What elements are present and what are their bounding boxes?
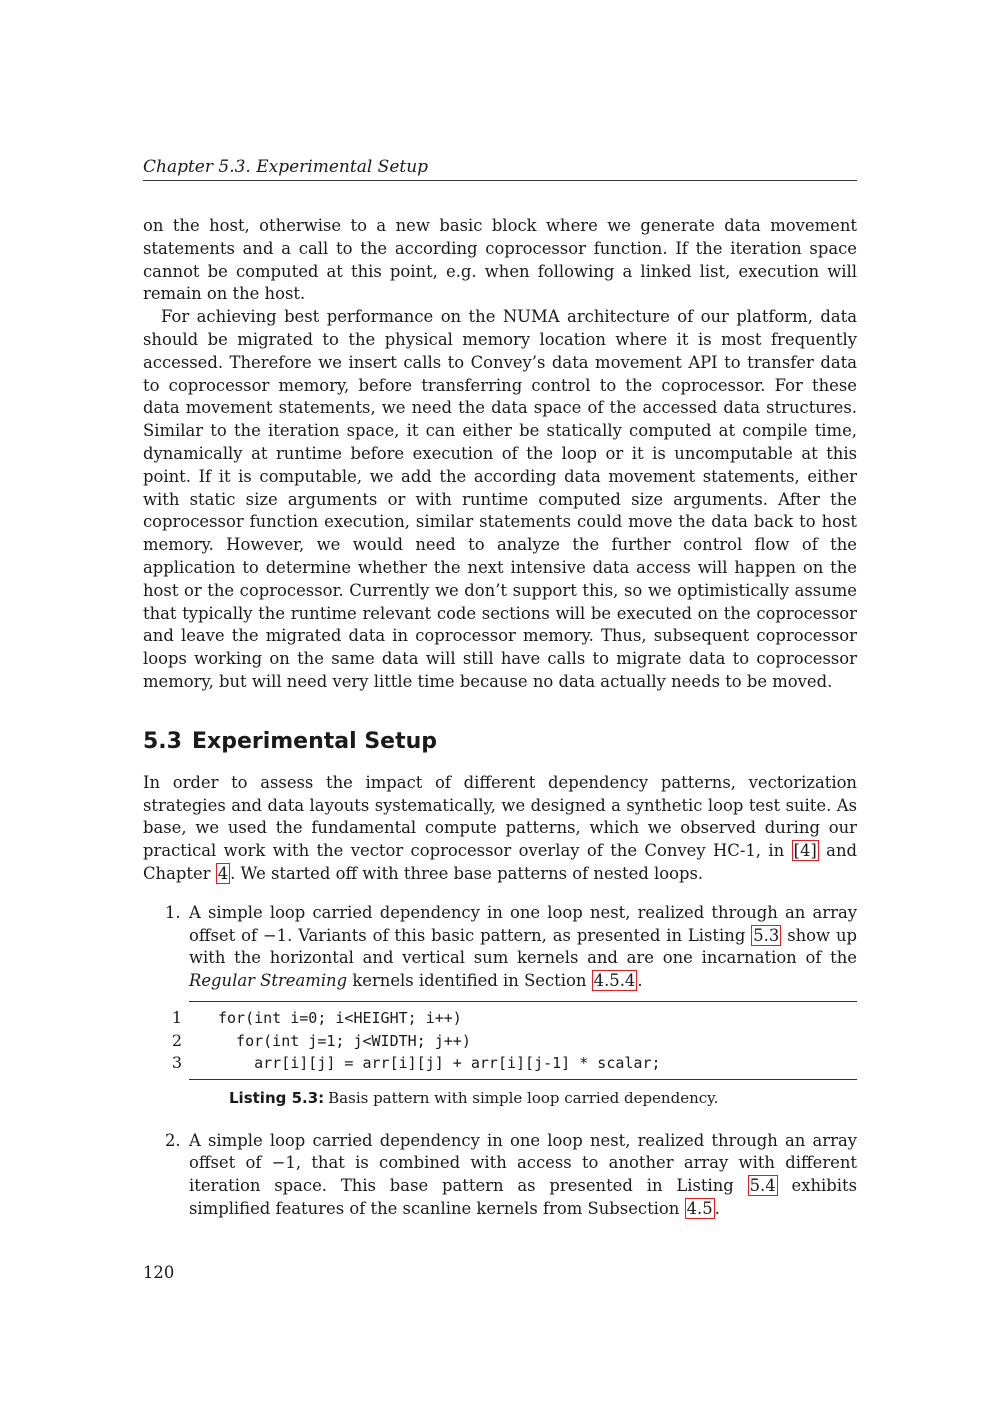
list-item-number: 2. — [165, 1130, 181, 1150]
section-heading — [143, 728, 857, 756]
code-line: 1 for(int i=0; i<HEIGHT; i++) — [189, 1007, 857, 1030]
body-text — [143, 215, 857, 1235]
listing-link-5-3[interactable]: 5.3 — [753, 925, 780, 945]
caption-label: Listing 5.3: — [229, 1088, 325, 1107]
line-number: 2 — [171, 1030, 182, 1050]
line-number: 3 — [171, 1053, 182, 1073]
intro-paragraph-2: For achieving best performance on the NUMA architecture of our platform, data should be migrated to the physical memory location where it is most frequently accessed. Therefore we insert calls to Convey’s data movement API to transfer data to coprocessor memory, before transferring control to the coprocessor. For these data movement statements, we need the data space of the accessed data structures. Similar to the iteration space, it can either be statically computed at compile time, dynamically at runtime before execution of the loop or it is uncomputable at this point. If it is computable, we add the according data movement statements, either with static size arguments or with runtime computed size arguments. After the coprocessor function execution, similar statements could move the data back to host memory. However, we would need to analyze the further control flow of the application to determine whether the next intensive data access will happen on the host or the coprocessor. Currently we don’t support this, so we optimistically assume that typically the runtime relevant code sections will be executed on the coprocessor and leave the migrated data in coprocessor memory. Thus, subsequent coprocessor loops working on the same data will still have calls to migrate data to coprocessor memory, but will need very little time because no data actually needs to be moved. — [143, 307, 857, 691]
section-number: 5.3 — [143, 728, 182, 754]
line-number: 1 — [171, 1007, 182, 1027]
code-listing — [171, 1001, 857, 1080]
page-number: 120 — [143, 1263, 175, 1282]
pattern-list — [143, 902, 857, 1221]
code-line: 2 for(int j=1; j<WIDTH; j++) — [189, 1030, 857, 1053]
section-paragraph-1: In order to assess the impact of different dependency patterns, vectorization strategies and data layouts systematically, we designed a synthetic loop test suite. As base, we used the fundamental compute patterns, which we observed during our practical work with the vector coprocessor overlay of the Convey HC-1, in [4] and Chapter 4 . We started off with three base patterns of nested loops. — [143, 772, 857, 883]
caption-text: Basis pattern with simple loop carried dependency. — [328, 1088, 719, 1107]
citation-link-4[interactable]: [4] — [793, 841, 817, 861]
running-title: Chapter 5.3. Experimental Setup — [143, 157, 429, 177]
list-item: 2. A simple loop carried dependency in one loop nest, realized through an array offset of −1, that is combined with access to another array with different iteration space. This base pattern as presented in Listing 5.4 exhibits simplified features of the scanline kernels from Subsection 4.5 . — [165, 1130, 857, 1219]
subsection-link-4-5[interactable]: 4.5 — [686, 1199, 713, 1219]
list-item: 1. A simple loop carried dependency in one loop nest, realized through an array offset of −1. Variants of this basic pattern, as presented in Listing 5.3 show up with the horizontal and vertical sum kernels and are one incarnation of the Regular Streaming kernels identified in Section 4.5.4 . 1 for(int i=0; i<HEIGHT; i++) 2 for(int j=1; j<WIDTH; j++) 3 arr[i][j] = arr[i][j] + arr[i][j-1] * scalar; Listing 5.3: Basis pattern with simple loop carried dependency. — [189, 902, 857, 1108]
emphasis-regular-streaming: Regular Streaming — [189, 971, 348, 991]
running-header — [143, 156, 857, 181]
section-title: Experimental Setup — [191, 728, 438, 754]
chapter-link-4[interactable]: 4 — [217, 863, 229, 883]
listing-caption — [229, 1088, 857, 1108]
list-item-number: 1. — [165, 902, 181, 922]
section-link-4-5-4[interactable]: 4.5.4 — [593, 971, 636, 991]
intro-paragraph-1: on the host, otherwise to a new basic block where we generate data movement statements and a call to the according coprocessor function. If the iteration space cannot be computed at this point, e.g. when following a linked list, execution will remain on the host. — [143, 216, 857, 304]
listing-link-5-4[interactable]: 5.4 — [749, 1176, 776, 1196]
code-line: 3 arr[i][j] = arr[i][j] + arr[i][j-1] * scalar; — [189, 1052, 857, 1075]
